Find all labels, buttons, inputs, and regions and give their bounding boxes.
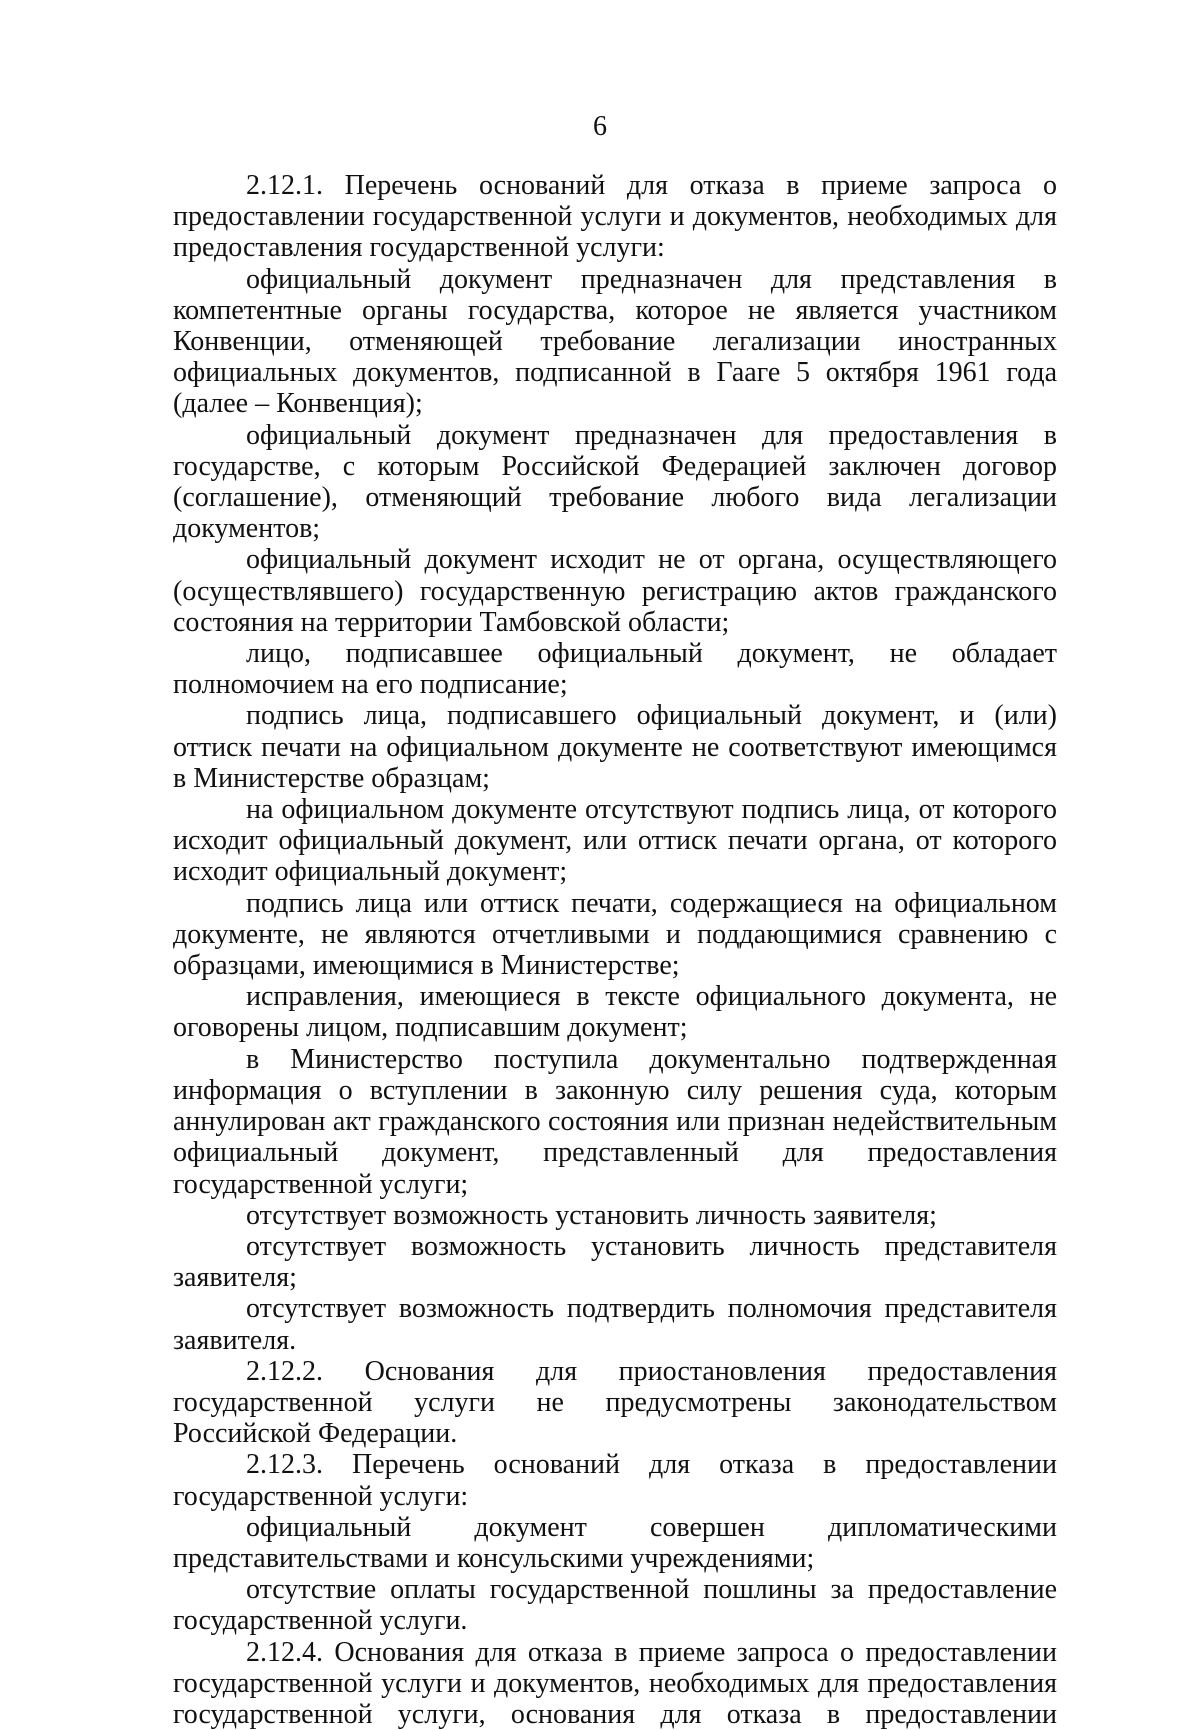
list-item-missing-signature: на официальном документе отсутствуют подпись лица, от которого исходит официальный документ, или оттиск печати органа, от которого исходит официальный документ;	[173, 794, 1057, 888]
page-number: 6	[593, 111, 607, 142]
list-item-signature-mismatch: подпись лица, подписавшего официальный документ, и (или) оттиск печати на официальном документе не соответствуют имеющимся в Министерстве образцам;	[173, 700, 1057, 794]
list-item-wrong-registry-organ: официальный документ исходит не от органа, осуществляющего (осуществлявшего) государственную регистрацию актов гражданского состояния на территории Тамбовской области;	[173, 544, 1057, 638]
list-item-diplomatic-missions: официальный документ совершен дипломатическими представительствами и консульскими учреждениями;	[173, 1511, 1057, 1574]
paragraph-2-12-3: 2.12.3. Перечень оснований для отказа в предоставлении государственной услуги:	[173, 1449, 1057, 1512]
list-item-unapproved-corrections: исправления, имеющиеся в тексте официального документа, не оговорены лицом, подписавшим документ;	[173, 981, 1057, 1044]
list-item-no-fee-payment: отсутствие оплаты государственной пошлины за предоставление государственной услуги.	[173, 1574, 1057, 1637]
paragraph-2-12-4: 2.12.4. Основания для отказа в приеме запроса о предоставлении государственной услуги и документов, необходимых для предоставления государственной услуги, основания для отказа в предоставлении	[173, 1636, 1057, 1730]
list-item-no-signing-authority: лицо, подписавшее официальный документ, не обладает полномочием на его подписание;	[173, 638, 1057, 701]
list-item-illegible-signature: подпись лица или оттиск печати, содержащиеся на официальном документе, не являются отчетливыми и поддающимися сравнению с образцами, имеющимися в Министерстве;	[173, 887, 1057, 982]
paragraph-2-12-1: 2.12.1. Перечень оснований для отказа в приеме запроса о предоставлении государственной услуги и документов, необходимых для предоставления государственной услуги:	[173, 170, 1057, 264]
list-item-court-decision: в Министерство поступила документально подтвержденная информация о вступлении в законную силу решения суда, которым аннулирован акт гражданского состояния или признан недействительным официальный документ, представленный для предоставления государственной услуги;	[173, 1043, 1057, 1200]
list-item-applicant-identity: отсутствует возможность установить личность заявителя;	[246, 1199, 937, 1231]
paragraph-2-12-2: 2.12.2. Основания для приостановления предоставления государственной услуги не предусмотрены законодательством Российской Федерации.	[173, 1355, 1057, 1450]
list-item-treaty-state: официальный документ предназначен для предоставления в государстве, с которым Российской Федерацией заключен договор (соглашение), отменяющий требование любого вида легализации документов;	[173, 419, 1057, 545]
document-body	[173, 170, 1057, 1730]
list-item-representative-identity: отсутствует возможность установить личность представителя заявителя;	[173, 1230, 1057, 1294]
list-item-not-hague-convention: официальный документ предназначен для представления в компетентные органы государства, которое не является участником Конвенции, отменяющей требование легализации иностранных официальных документов, подписанной в Гааге 5 октября 1961 года (далее – Конвенция);	[173, 263, 1057, 420]
list-item-representative-authority: отсутствует возможность подтвердить полномочия представителя заявителя.	[173, 1293, 1057, 1356]
